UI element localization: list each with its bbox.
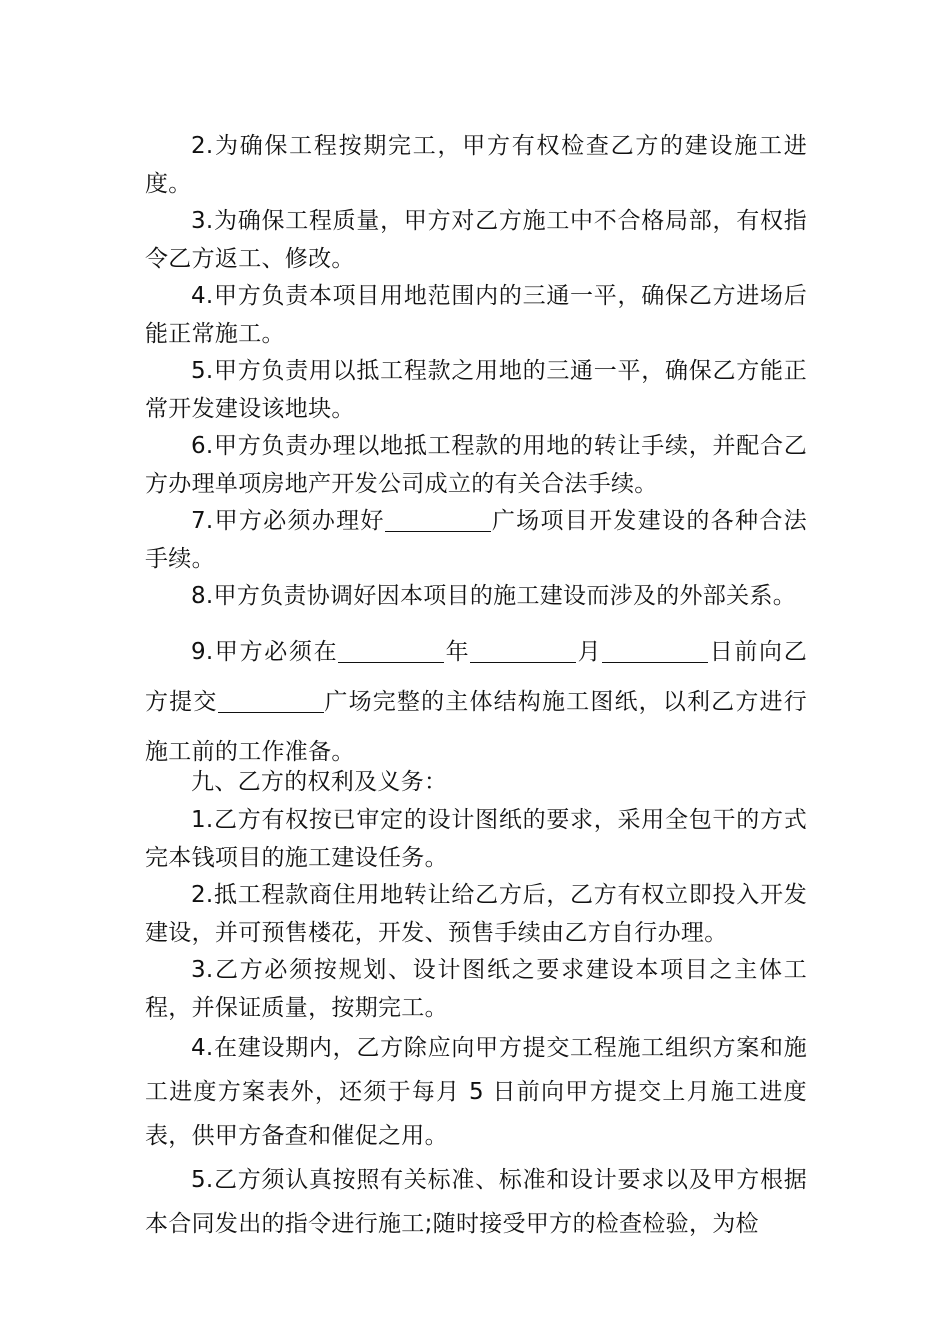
document-body [145, 127, 807, 1246]
paragraph-legal-procedures [145, 502, 807, 578]
paragraph-external-relations: 8.甲方负责协调好因本项目的施工建设而涉及的外部关系。 [191, 583, 797, 609]
paragraph-progress-reporting: 4.在建设期内，乙方除应向甲方提交工程施工组织方案和施工进度方案表外，还须于每月 5 日前向甲方提交上月施工进度表，供甲方备查和催促之用。 [145, 1035, 807, 1149]
blank-day [602, 638, 708, 663]
drawing-submission-end: 广场完整的主体结构施工图纸，以利乙方进行施工前的工作准备。 [145, 689, 808, 765]
paragraph-land-transfer: 6.甲方负责办理以地抵工程款的用地的转让手续，并配合乙方办理单项房地产开发公司成立的有关合法手续。 [145, 433, 807, 497]
paragraph-progress-inspection: 2.为确保工程按期完工，甲方有权检查乙方的建设施工进度。 [145, 133, 807, 197]
paragraph-drawing-submission [145, 627, 807, 777]
paragraph-offset-land-preparation: 5.甲方负责用以抵工程款之用地的三通一平，确保乙方能正常开发建设该地块。 [145, 358, 807, 422]
paragraph-presale-rights: 2.抵工程款商住用地转让给乙方后，乙方有权立即投入开发建设，并可预售楼花，开发、预售手续由乙方自行办理。 [145, 882, 807, 946]
paragraph-build-to-plan: 3.乙方必须按规划、设计图纸之要求建设本项目之主体工程，并保证质量，按期完工。 [145, 957, 807, 1021]
section-heading-party-b-rights: 九、乙方的权利及义务： [191, 769, 448, 795]
blank-plaza-name [218, 688, 324, 713]
paragraph-site-preparation: 4.甲方负责本项目用地范围内的三通一平，确保乙方进场后能正常施工。 [145, 283, 807, 347]
month-label: 月 [576, 639, 603, 665]
blank-project-name [385, 507, 491, 532]
drawing-submission-middle: 日前向乙方提交 [145, 639, 808, 715]
blank-year [338, 638, 444, 663]
paragraph-full-contract-construction: 1.乙方有权按已审定的设计图纸的要求，采用全包干的方式完本钱项目的施工建设任务。 [145, 807, 807, 871]
paragraph-legal-procedures-start: 7.甲方必须办理好 [191, 508, 385, 534]
drawing-submission-start: 9.甲方必须在 [191, 639, 339, 665]
paragraph-quality-rework: 3.为确保工程质量，甲方对乙方施工中不合格局部，有权指令乙方返工、修改。 [145, 208, 807, 272]
year-label: 年 [444, 639, 471, 665]
blank-month [470, 638, 576, 663]
paragraph-standards-compliance: 5.乙方须认真按照有关标准、标准和设计要求以及甲方根据本合同发出的指令进行施工;随时接受甲方的检查检验，为检 [145, 1167, 807, 1237]
paragraph-legal-procedures-end: 广场项目开发建设的各种合法手续。 [145, 508, 807, 572]
